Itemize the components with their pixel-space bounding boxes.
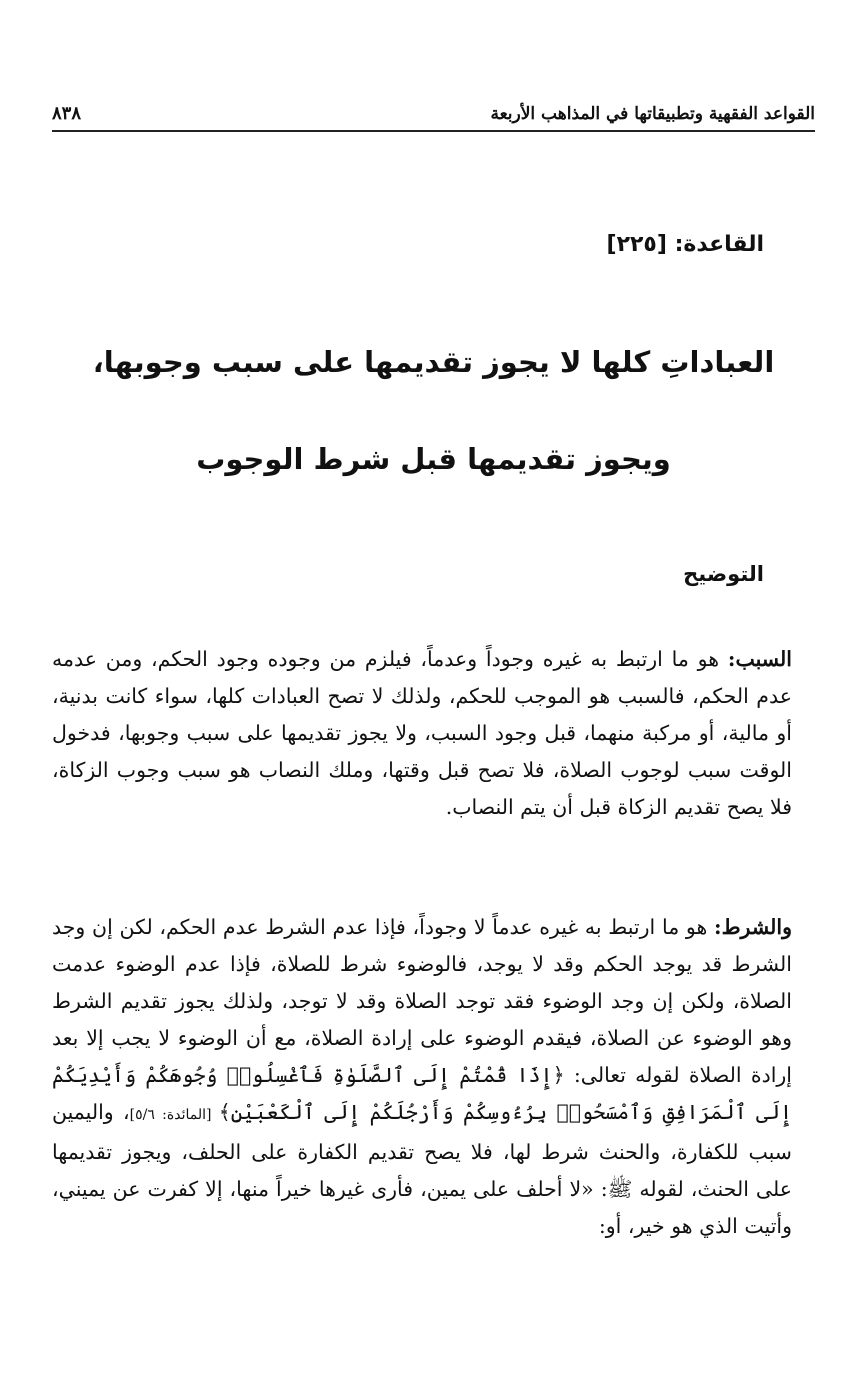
rule-heading-line-2: ويجوز تقديمها قبل شرط الوجوب — [196, 442, 671, 476]
rule-number-label: القاعدة: [٢٢٥] — [606, 232, 764, 257]
verse-citation: [المائدة: ٥/٦] — [129, 1106, 219, 1123]
section-title: التوضيح — [683, 562, 764, 586]
quran-verse: ﴿إِذَا قُمْتُمْ إِلَى ٱلصَّلَوٰةِ فَٱغْسِلُوا۟ وُجُوهَكُمْ وَأَيْدِيَكُمْ إِلَى ٱلْمَرَافِقِ وَٱمْسَحُوا۟ بِرُءُوسِكُمْ وَأَرْجُلَكُمْ إِلَى ٱلْكَعْبَيْنِ﴾ — [52, 1062, 792, 1124]
paragraph-condition-text: هو ما ارتبط به غيره عدماً لا وجوداً، فإذا عدم الشرط عدم الحكم، لكن إن وجد الشرط قد يوجد الحكم وقد لا يوجد، فالوضوء شرط للصلاة، فإذا عدم الوضوء عدمت الصلاة، ولكن إن وجد الوضوء فقد توجد الصلاة وقد لا توجد، ولذلك يجوز تقديم الشرط وهو الوضوء عن الصلاة، فيقدم الوضوء على إرادة الصلاة، مع أن الوضوء لا يجب إلا بعد إرادة الصلاة لقوله تعالى: — [52, 914, 792, 1087]
term-cause: السبب: — [727, 646, 792, 671]
paragraph-condition — [52, 909, 792, 1245]
rule-heading-line-1: العباداتِ كلها لا يجوز تقديمها على سبب وجوبها، — [92, 345, 775, 379]
paragraph-cause — [52, 641, 792, 826]
term-condition: والشرط: — [714, 914, 792, 939]
running-header-title: القواعد الفقهية وتطبيقاتها في المذاهب الأربعة — [490, 104, 815, 124]
paragraph-cause-text: هو ما ارتبط به غيره وجوداً وعدماً، فيلزم من وجوده وجود الحكم، ومن عدمه عدم الحكم، فالسبب هو الموجب للحكم، ولذلك لا تصح العبادات كلها، سواء كانت بدنية، أو مالية، أو مركبة منهما، قبل وجود السبب، ولا يجوز تقديمها على سبب وجوبها، فدخول الوقت سبب لوجوب الصلاة، فلا تصح قبل وقتها، وملك النصاب هو سبب وجوب الزكاة، فلا يصح تقديم الزكاة قبل أن يتم النصاب. — [52, 646, 792, 819]
page-number: ٨٣٨ — [52, 103, 82, 124]
paragraph-condition-text-continued: ، واليمين سبب للكفارة، والحنث شرط لها، فلا يصح تقديم الكفارة على الحلف، ويجوز تقديمها على الحنث، لقوله ﷺ: «لا أحلف على يمين، فأرى غيرها خيراً منها، إلا كفرت عن يميني، وأتيت الذي هو خير، أو: — [52, 1099, 792, 1238]
running-header — [52, 100, 815, 132]
